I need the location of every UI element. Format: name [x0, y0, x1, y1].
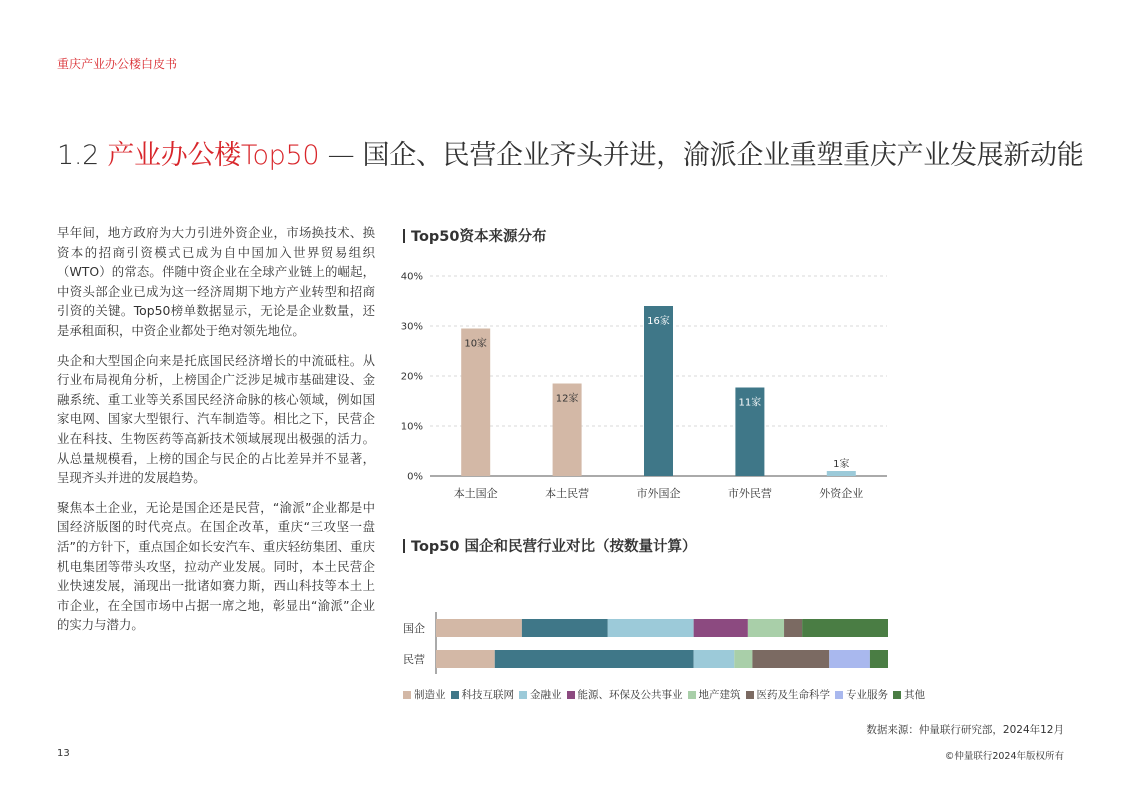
bar [461, 329, 490, 477]
legend-label: 专业服务 [846, 689, 888, 701]
data-source: 数据来源：仲量联行研究部，2024年12月 [866, 724, 1064, 736]
x-tick-label: 本土民营 [545, 487, 590, 500]
stacked-segment [694, 619, 748, 637]
industry-stacked-bar-chart [395, 608, 895, 676]
legend-label: 金融业 [530, 689, 562, 701]
data-label: 10家 [464, 338, 488, 350]
paragraph-2: 央企和大型国企向来是托底国民经济增长的中流砥柱。从行业布局视角分析，上榜国企广泛涉足城市基础建设、金融系统、重工业等关系国民经济命脉的核心领域，例如国家电网、国家大型银行、汽车制造等。相比之下，民营企业在科技、生物医药等高新技术领域展现出极强的活力。从总量规模看，上榜的国企与民企的占比差异并不显著，呈现齐头并进的发展趋势。 [57, 352, 375, 486]
data-label: 11家 [738, 397, 762, 409]
x-tick-label: 本土国企 [453, 487, 498, 500]
stacked-segment [829, 650, 870, 668]
chart1-title: Top50资本来源分布 [403, 225, 546, 246]
data-label: 16家 [647, 316, 670, 327]
document-label: 重庆产业办公楼白皮书 [57, 57, 178, 71]
legend-swatch [519, 691, 527, 699]
paragraph-3: 聚焦本土企业，无论是国企还是民营，“渝派”企业都是中国经济版图的时代亮点。在国企改革，重庆“三攻坚一盘活”的方针下，重点国企如长安汽车、重庆轻纺集团、重庆机电集团等带头攻坚，拉动产业发展。同时，本土民营企业快速发展，涌现出一批诸如赛力斯，西山科技等本土上市企业，在全国市场中占据一席之地，彰显出“渝派”企业的实力与潜力。 [57, 499, 375, 633]
section-number: 1.2 [57, 140, 100, 171]
stacked-segment [870, 650, 888, 668]
title-accent: 产业办公楼Top50 [107, 140, 320, 171]
stacked-segment [802, 619, 888, 637]
paragraph-1: 早年间，地方政府为大力引进外资企业，市场换技术、换资本的招商引资模式已成为自中国加入世界贸易组织（WTO）的常态。伴随中资企业在全球产业链上的崛起，中资头部企业已成为这一经济周期下地方产业转型和招商引资的关键。Top50榜单数据显示，无论是企业数量，还是承租面积，中资企业都处于绝对领先地位。 [57, 225, 375, 338]
stacked-segment [436, 650, 495, 668]
legend-item [567, 687, 683, 702]
y-tick-label: 30% [400, 321, 423, 333]
legend-label: 能源、环保及公共事业 [577, 689, 683, 701]
stacked-segment [752, 650, 829, 668]
stacked-segment [734, 650, 752, 668]
y-tick-label: 0% [407, 471, 423, 483]
legend-label: 科技互联网 [461, 689, 514, 701]
category-label: 国企 [403, 622, 425, 635]
legend-label: 地产建筑 [698, 689, 741, 701]
legend-item [835, 687, 888, 702]
legend-swatch [451, 691, 459, 699]
copyright: ©仲量联行2024年版权所有 [944, 751, 1064, 762]
legend-label: 医药及生命科学 [756, 689, 830, 701]
stacked-segment [608, 619, 694, 637]
legend-swatch [403, 691, 411, 699]
body-text [57, 223, 375, 645]
chart2-legend [403, 687, 930, 702]
page-number: 13 [57, 748, 70, 759]
bar [644, 306, 673, 476]
legend-item [519, 687, 562, 702]
stacked-segment [522, 619, 608, 637]
stacked-segment [784, 619, 802, 637]
stacked-segment [694, 650, 735, 668]
legend-swatch [835, 691, 843, 699]
bar [827, 471, 856, 476]
legend-item [403, 687, 446, 702]
chart2-title: Top50 国企和民营行业对比（按数量计算） [403, 535, 697, 556]
x-tick-label: 市外国企 [636, 487, 681, 500]
page-title [57, 133, 1083, 172]
legend-swatch [746, 691, 754, 699]
legend-item [893, 687, 925, 702]
x-tick-label: 外资企业 [819, 487, 864, 500]
legend-swatch [688, 691, 696, 699]
legend-item [451, 687, 515, 702]
legend-item [746, 687, 831, 702]
capital-source-bar-chart [395, 262, 895, 507]
x-tick-label: 市外民营 [727, 487, 772, 500]
stacked-segment [495, 650, 694, 668]
legend-label: 制造业 [414, 689, 446, 701]
legend-item [688, 687, 741, 702]
category-label: 民营 [403, 653, 425, 666]
stacked-segment [436, 619, 522, 637]
data-label: 12家 [555, 393, 579, 405]
legend-swatch [567, 691, 575, 699]
y-tick-label: 20% [400, 371, 423, 383]
stacked-segment [748, 619, 784, 637]
data-label: 1家 [833, 459, 850, 470]
y-tick-label: 40% [400, 271, 423, 283]
title-rest: — 国企、民营企业齐头并进，渝派企业重塑重庆产业发展新动能 [327, 140, 1084, 171]
y-tick-label: 10% [400, 421, 423, 433]
legend-swatch [893, 691, 901, 699]
legend-label: 其他 [904, 689, 925, 701]
